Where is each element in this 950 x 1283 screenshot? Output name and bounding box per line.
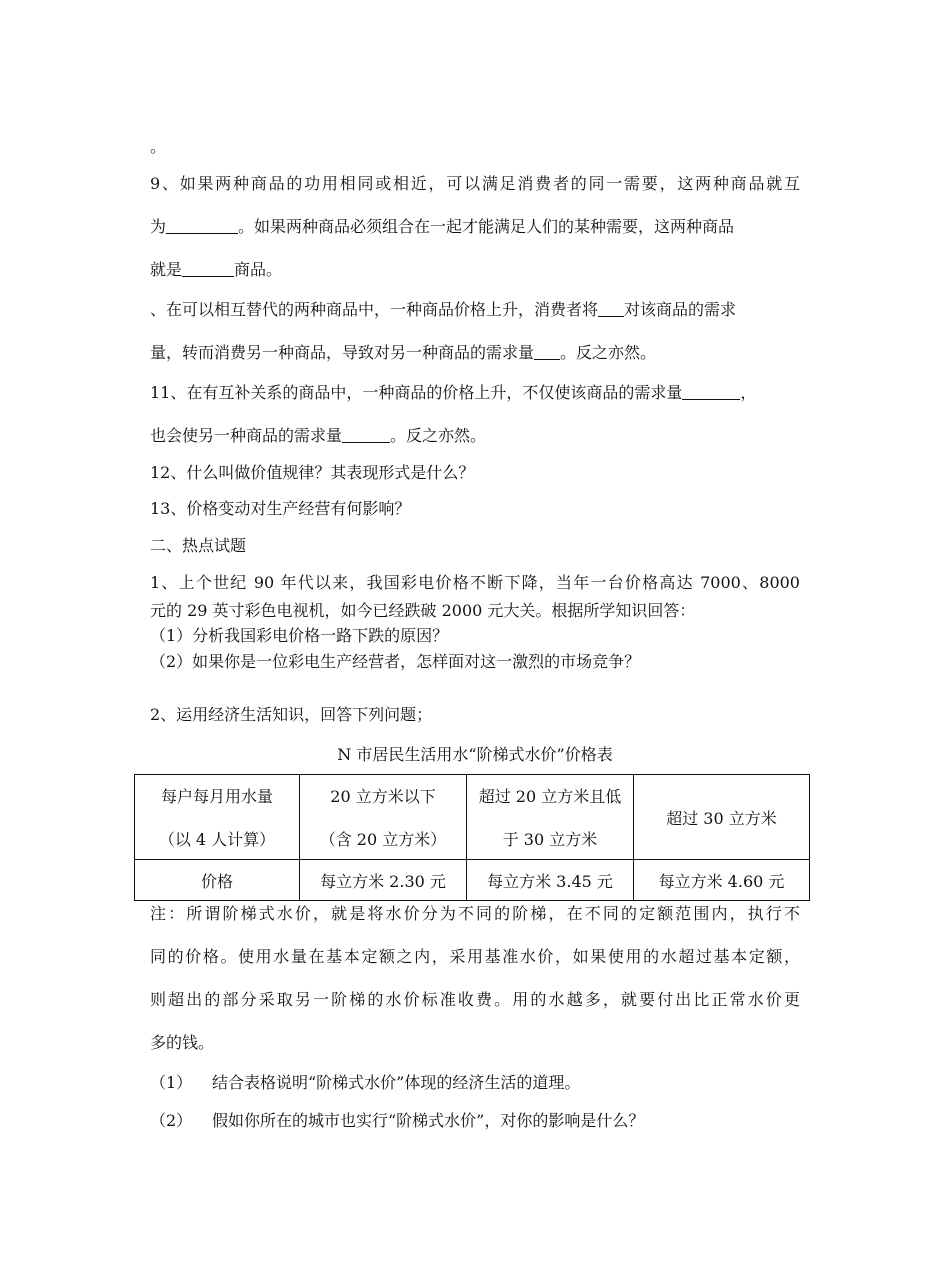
q11-line-1-start: 11、在有互补关系的商品中，一种商品的价格上升，不仅使该商品的需求量 xyxy=(150,383,683,402)
q9-line-3-end: 商品。 xyxy=(234,260,283,279)
q10-line-1-start: 、在可以相互替代的两种商品中，一种商品价格上升，消费者将 xyxy=(150,300,599,319)
q11-line-1 xyxy=(150,382,756,404)
q10-line-1-end: 对该商品的需求 xyxy=(624,300,737,319)
table-header-row xyxy=(135,775,810,860)
header-tier-1-line-2: （含 20 立方米） xyxy=(319,830,447,849)
table-caption: N 市居民生活用水“阶梯式水价”价格表 xyxy=(337,745,613,764)
q9-blank-2[interactable] xyxy=(182,262,234,277)
header-usage-cell xyxy=(135,775,300,860)
q9-line-3 xyxy=(150,259,282,281)
water-price-table xyxy=(134,774,810,901)
note-line-3: 则超出的部分采取另一阶梯的水价标准收费。用的水越多，就要付出比正常水价更 xyxy=(150,990,800,1009)
q9-line-2 xyxy=(150,216,734,238)
q10-blank-2[interactable] xyxy=(534,345,560,360)
header-tier-3-text: 超过 30 立方米 xyxy=(666,808,777,828)
q10-line-2 xyxy=(150,342,656,364)
header-tier-2-cell xyxy=(467,775,634,860)
q12: 12、什么叫做价值规律？其表现形式是什么？ xyxy=(150,463,475,482)
subq-2-number: （2） xyxy=(150,1111,193,1130)
subq-1-number: （1） xyxy=(150,1073,193,1092)
header-usage-line-2: （以 4 人计算） xyxy=(158,830,276,849)
note-line-2: 同的价格。使用水量在基本定额之内，采用基准水价，如果使用的水超过基本定额， xyxy=(150,947,800,966)
subq-2-text: 假如你所在的城市也实行“阶梯式水价”，对你的影响是什么？ xyxy=(212,1111,645,1130)
price-tier-3-cell: 每立方米 4.60 元 xyxy=(634,860,810,901)
q11-blank-2[interactable] xyxy=(342,428,390,443)
hot1-sub-2: （2）如果你是一位彩电生产经营者，怎样面对这一激烈的市场竞争？ xyxy=(150,652,641,671)
header-tier-3-cell xyxy=(634,775,810,860)
q9-line-3-start: 就是 xyxy=(150,260,183,279)
q11-blank-1[interactable] xyxy=(682,385,740,400)
hot1-line-1: 1、上个世纪 90 年代以来，我国彩电价格不断下降，当年一台价格高达 7000、8000 xyxy=(150,573,800,592)
q11-line-2-end: 。反之亦然。 xyxy=(390,426,487,445)
table-price-row xyxy=(135,860,810,901)
q11-line-2-start: 也会使另一种商品的需求量 xyxy=(150,426,343,445)
note-line-4: 多的钱。 xyxy=(150,1033,215,1052)
q11-line-2 xyxy=(150,425,486,447)
q11-line-1-end: ， xyxy=(740,383,757,402)
header-tier-2-line-2: 于 30 立方米 xyxy=(502,830,598,849)
q10-line-1 xyxy=(150,299,736,321)
section-heading: 二、热点试题 xyxy=(150,536,247,555)
header-tier-2-line-1: 超过 20 立方米且低 xyxy=(478,787,622,806)
q9-line-2-end: 。如果两种商品必须组合在一起才能满足人们的某种需要，这两种商品 xyxy=(238,217,735,236)
header-tier-1-cell xyxy=(300,775,467,860)
subq-1-text: 结合表格说明“阶梯式水价”体现的经济生活的道理。 xyxy=(212,1073,581,1092)
price-label-cell: 价格 xyxy=(135,860,300,901)
q10-line-2-end: 。反之亦然。 xyxy=(560,343,657,362)
header-tier-1-line-1: 20 立方米以下 xyxy=(330,787,436,806)
q9-line-2-start: 为 xyxy=(150,217,167,236)
hot1-line-2: 元的 29 英寸彩色电视机，如今已经跌破 2000 元大关。根据所学知识回答： xyxy=(150,601,696,620)
hot2-prompt: 2、运用经济生活知识，回答下列问题； xyxy=(150,705,433,724)
top-period: 。 xyxy=(150,137,167,156)
header-usage-line-1: 每户每月用水量 xyxy=(160,787,273,806)
q9-line-1: 9、如果两种商品的功用相同或相近，可以满足消费者的同一需要，这两种商品就互 xyxy=(150,174,800,193)
price-tier-2-cell: 每立方米 3.45 元 xyxy=(467,860,634,901)
price-tier-1-cell: 每立方米 2.30 元 xyxy=(300,860,467,901)
q13: 13、价格变动对生产经营有何影响？ xyxy=(150,499,411,518)
q10-blank-1[interactable] xyxy=(598,302,624,317)
note-line-1: 注：所谓阶梯式水价，就是将水价分为不同的阶梯，在不同的定额范围内，执行不 xyxy=(150,904,800,923)
hot1-sub-1: （1）分析我国彩电价格一路下跌的原因？ xyxy=(150,626,449,645)
q9-blank-1[interactable] xyxy=(166,219,238,234)
q10-line-2-start: 量，转而消费另一种商品，导致对另一种商品的需求量 xyxy=(150,343,535,362)
